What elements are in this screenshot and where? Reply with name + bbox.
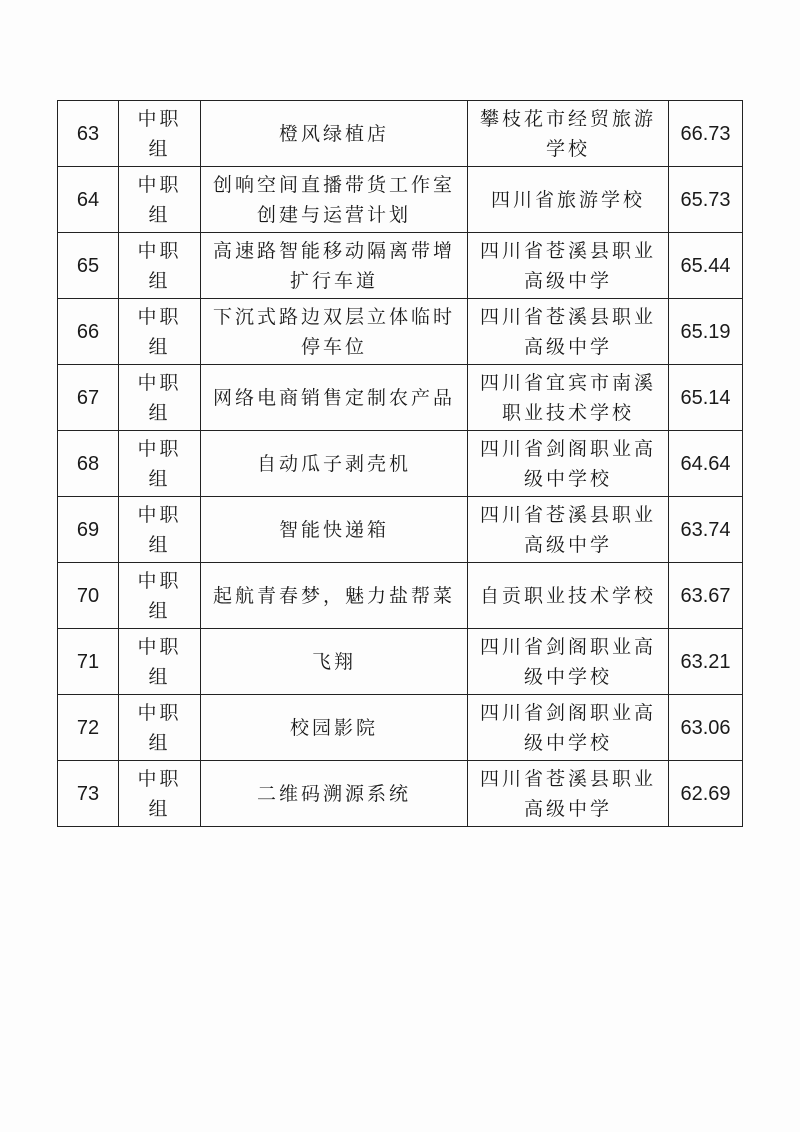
table-row [58, 299, 743, 365]
group-cell: 中职组 [119, 365, 201, 431]
rank-cell: 67 [58, 365, 119, 431]
school-cell: 四川省剑阁职业高级中学校 [468, 431, 669, 497]
table-row [58, 365, 743, 431]
project-cell: 校园影院 [201, 695, 468, 761]
project-cell: 飞翔 [201, 629, 468, 695]
table-row [58, 761, 743, 827]
rank-cell: 64 [58, 167, 119, 233]
group-cell: 中职组 [119, 629, 201, 695]
group-cell: 中职组 [119, 233, 201, 299]
project-cell: 网络电商销售定制农产品 [201, 365, 468, 431]
score-cell: 65.19 [669, 299, 743, 365]
school-cell: 攀枝花市经贸旅游学校 [468, 101, 669, 167]
rank-cell: 63 [58, 101, 119, 167]
table-row [58, 233, 743, 299]
rank-cell: 72 [58, 695, 119, 761]
group-cell: 中职组 [119, 497, 201, 563]
score-cell: 63.74 [669, 497, 743, 563]
school-cell: 四川省苍溪县职业高级中学 [468, 299, 669, 365]
project-cell: 高速路智能移动隔离带增扩行车道 [201, 233, 468, 299]
group-cell: 中职组 [119, 167, 201, 233]
score-cell: 63.21 [669, 629, 743, 695]
group-cell: 中职组 [119, 431, 201, 497]
table-row [58, 497, 743, 563]
group-cell: 中职组 [119, 101, 201, 167]
group-cell: 中职组 [119, 761, 201, 827]
school-cell: 四川省苍溪县职业高级中学 [468, 497, 669, 563]
project-cell: 下沉式路边双层立体临时停车位 [201, 299, 468, 365]
group-cell: 中职组 [119, 695, 201, 761]
table-row [58, 167, 743, 233]
results-table [57, 100, 743, 827]
project-cell: 智能快递箱 [201, 497, 468, 563]
school-cell: 四川省旅游学校 [468, 167, 669, 233]
score-cell: 62.69 [669, 761, 743, 827]
project-cell: 二维码溯源系统 [201, 761, 468, 827]
school-cell: 四川省苍溪县职业高级中学 [468, 233, 669, 299]
project-cell: 橙风绿植店 [201, 101, 468, 167]
score-cell: 66.73 [669, 101, 743, 167]
group-cell: 中职组 [119, 563, 201, 629]
rank-cell: 65 [58, 233, 119, 299]
project-cell: 创响空间直播带货工作室创建与运营计划 [201, 167, 468, 233]
rank-cell: 70 [58, 563, 119, 629]
school-cell: 自贡职业技术学校 [468, 563, 669, 629]
score-cell: 65.14 [669, 365, 743, 431]
project-cell: 自动瓜子剥壳机 [201, 431, 468, 497]
table-row [58, 101, 743, 167]
table-row [58, 563, 743, 629]
score-cell: 63.06 [669, 695, 743, 761]
score-cell: 65.73 [669, 167, 743, 233]
school-cell: 四川省剑阁职业高级中学校 [468, 629, 669, 695]
rank-cell: 71 [58, 629, 119, 695]
rank-cell: 68 [58, 431, 119, 497]
school-cell: 四川省剑阁职业高级中学校 [468, 695, 669, 761]
score-cell: 65.44 [669, 233, 743, 299]
table-row [58, 431, 743, 497]
rank-cell: 73 [58, 761, 119, 827]
school-cell: 四川省苍溪县职业高级中学 [468, 761, 669, 827]
score-cell: 63.67 [669, 563, 743, 629]
school-cell: 四川省宜宾市南溪职业技术学校 [468, 365, 669, 431]
group-cell: 中职组 [119, 299, 201, 365]
rank-cell: 69 [58, 497, 119, 563]
table-row [58, 629, 743, 695]
table-row [58, 695, 743, 761]
rank-cell: 66 [58, 299, 119, 365]
project-cell: 起航青春梦，魅力盐帮菜 [201, 563, 468, 629]
score-cell: 64.64 [669, 431, 743, 497]
